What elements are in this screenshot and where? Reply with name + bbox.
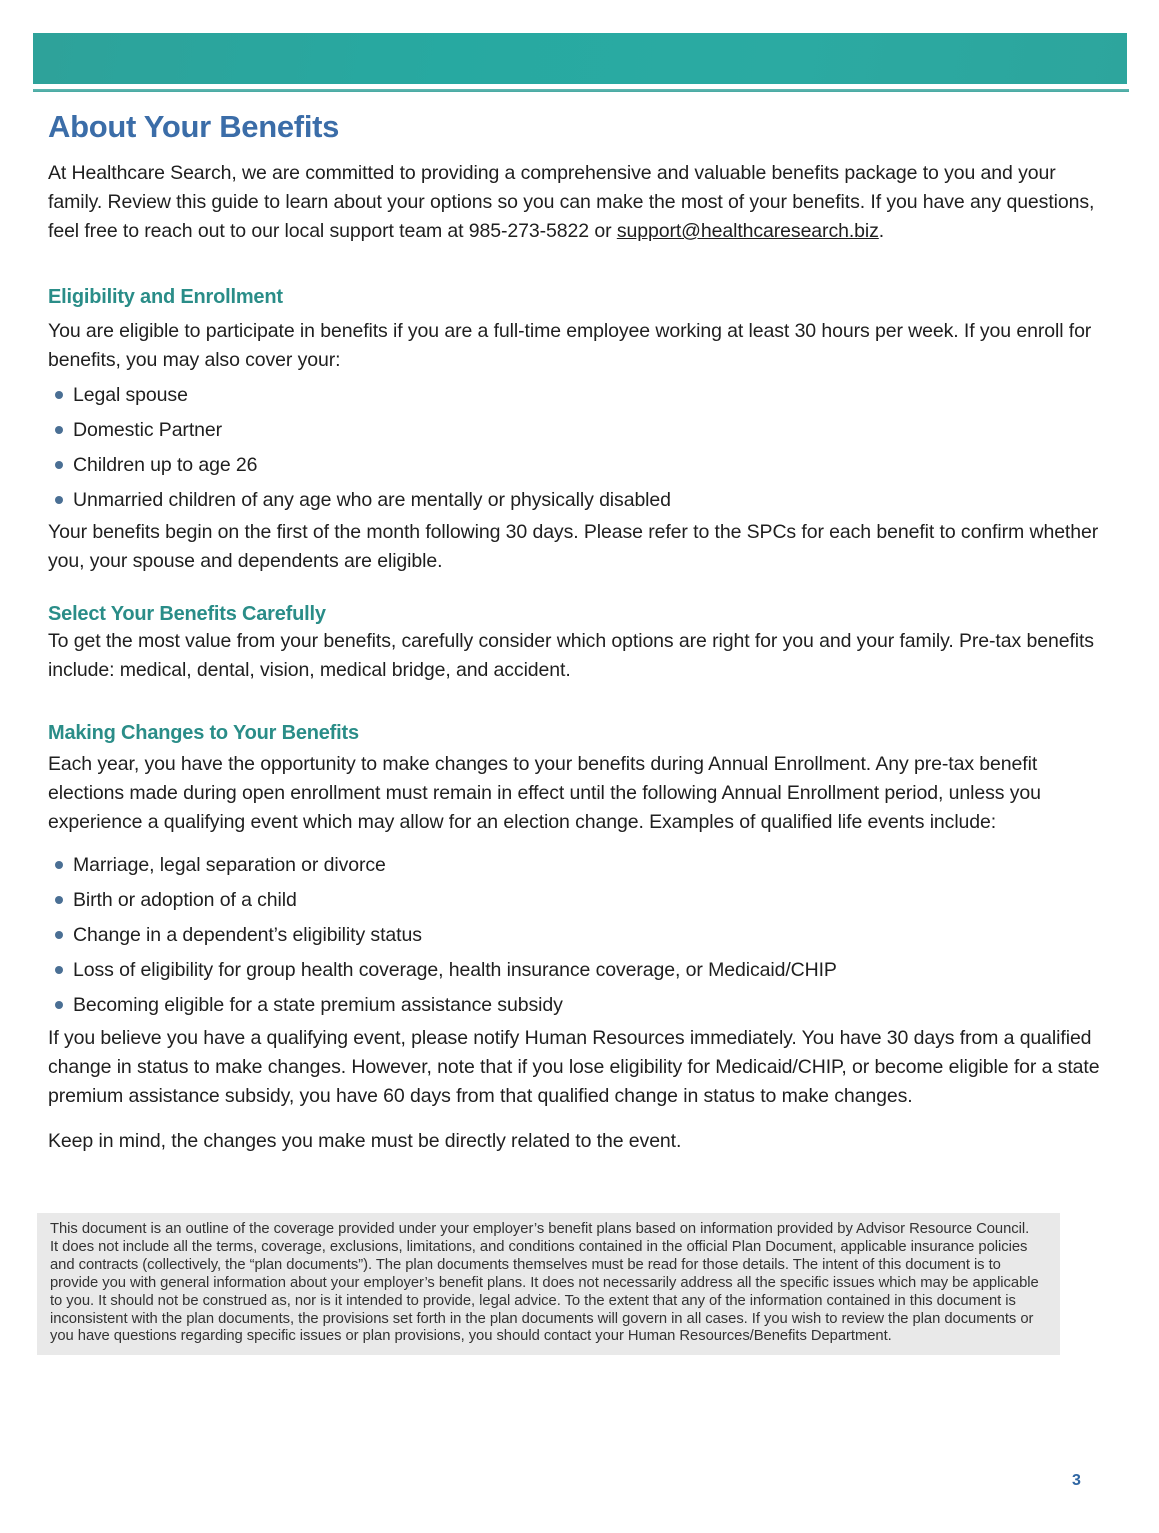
eligibility-bullet-list: [48, 381, 1101, 515]
section-heading-select-benefits: Select Your Benefits Carefully: [48, 603, 326, 625]
bullet-icon: [55, 496, 63, 504]
list-item: [48, 886, 1101, 915]
header-rule: [33, 89, 1129, 92]
page-title: About Your Benefits: [48, 109, 340, 144]
bullet-icon: [55, 896, 63, 904]
bullet-icon: [55, 931, 63, 939]
list-item: [48, 381, 1101, 410]
section-heading-making-changes: Making Changes to Your Benefits: [48, 722, 359, 744]
eligibility-outro-paragraph: Your benefits begin on the first of the month following 30 days. Please refer to the SPCs for each benefit to confirm whether you, your spouse and dependents are eligible.: [48, 521, 1099, 572]
page-content: [0, 109, 1159, 1156]
making-changes-note-paragraph: Keep in mind, the changes you make must be directly related to the event.: [48, 1130, 682, 1152]
list-item-label: Legal spouse: [73, 384, 188, 406]
list-item: [48, 956, 1101, 985]
list-item-label: Unmarried children of any age who are mentally or physically disabled: [73, 489, 671, 511]
disclaimer-box: This document is an outline of the coverage provided under your employer’s benefit plans based on information provided by Advisor Resource Council. It does not include all the terms, coverage, exclusions, limitations, and conditions contained in the official Plan Document, applicable insurance policies and contracts (collectively, the “plan documents”). The plan documents themselves must be read for those details. The intent of this document is to provide you with general information about your employer’s benefit plans. It does not necessarily address all the specific issues which may be applicable to you. It should not be construed as, nor is it intended to provide, legal advice. To the extent that any of the information contained in this document is inconsistent with the plan documents, the provisions set forth in the plan documents will govern in all cases. If you wish to review the plan documents or you have questions regarding specific issues or plan provisions, you should contact your Human Resources/Benefits Department.: [37, 1213, 1060, 1355]
bullet-icon: [55, 861, 63, 869]
select-benefits-paragraph: To get the most value from your benefits, carefully consider which options are right for you and your family. Pre-tax benefits include: medical, dental, vision, medical bridge, and accident.: [48, 630, 1094, 681]
list-item: [48, 851, 1101, 880]
header-banner: [33, 33, 1127, 84]
intro-paragraph: [48, 159, 1101, 246]
bullet-icon: [55, 426, 63, 434]
qualifying-events-bullet-list: [48, 851, 1101, 1020]
eligibility-intro-paragraph: You are eligible to participate in benefits if you are a full-time employee working at least 30 hours per week. If you enroll for benefits, you may also cover your:: [48, 320, 1092, 371]
list-item-label: Becoming eligible for a state premium assistance subsidy: [73, 994, 563, 1016]
intro-text-end: .: [878, 220, 885, 242]
list-item-label: Children up to age 26: [73, 454, 258, 476]
section-heading-eligibility: Eligibility and Enrollment: [48, 286, 283, 308]
list-item: [48, 416, 1101, 445]
bullet-icon: [55, 1001, 63, 1009]
support-email-link[interactable]: support@healthcaresearch.biz: [616, 220, 879, 242]
list-item-label: Domestic Partner: [73, 419, 223, 441]
list-item-label: Birth or adoption of a child: [73, 889, 297, 911]
list-item-label: Change in a dependent’s eligibility status: [73, 924, 422, 946]
making-changes-intro-paragraph: Each year, you have the opportunity to make changes to your benefits during Annual Enrollment. Any pre-tax benefit elections made during open enrollment must remain in effect until the following Annual Enrollment period, unless you experience a qualifying event which may allow for an election change. Examples of qualified life events include:: [48, 753, 1041, 833]
making-changes-outro-paragraph: If you believe you have a qualifying event, please notify Human Resources immediately. You have 30 days from a qualified change in status to make changes. However, note that if you lose eligibility for Medicaid/CHIP, or become eligible for a state premium assistance subsidy, you have 60 days from that qualified change in status to make changes.: [48, 1027, 1100, 1107]
list-item: [48, 486, 1101, 515]
list-item: [48, 451, 1101, 480]
intro-text: At Healthcare Search, we are committed to providing a comprehensive and valuable benefits package to you and your family. Review this guide to learn about your options so you can make the most of your benefits. If you have any questions, feel free to reach out to our local support team at 985-273-5822 or: [48, 162, 1095, 242]
page-number: 3: [1072, 1472, 1081, 1489]
list-item: [48, 991, 1101, 1020]
bullet-icon: [55, 391, 63, 399]
list-item-label: Marriage, legal separation or divorce: [73, 854, 386, 876]
bullet-icon: [55, 461, 63, 469]
list-item-label: Loss of eligibility for group health coverage, health insurance coverage, or Medicaid/CHIP: [73, 959, 837, 981]
bullet-icon: [55, 966, 63, 974]
list-item: [48, 921, 1101, 950]
